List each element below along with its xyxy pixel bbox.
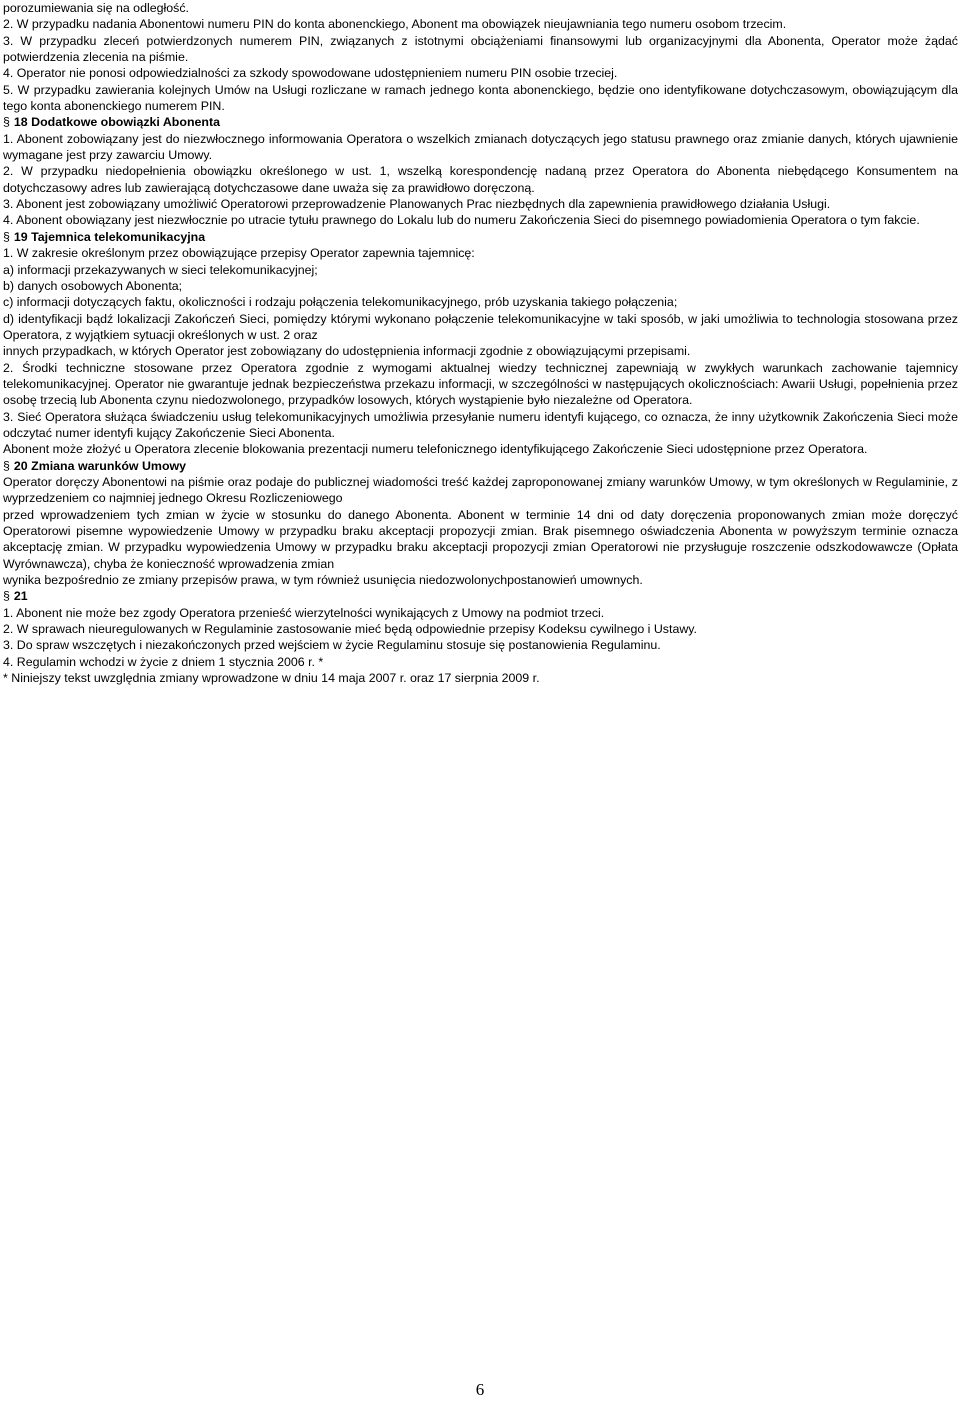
paragraph: 3. Sieć Operatora służąca świadczeniu usług telekomunikacyjnych umożliwia przesyłanie numeru identyfi kującego, co oznacza, że inny użytkownik Zakończenia Sieci może odczytać numer identyfi kujący Zakończenie Sieci Abonenta. xyxy=(3,409,958,440)
paragraph: a) informacji przekazywanych w sieci telekomunikacyjnej; xyxy=(3,262,318,277)
section-symbol: § xyxy=(3,229,10,244)
document-body xyxy=(3,0,958,686)
paragraph: b) danych osobowych Abonenta; xyxy=(3,278,183,293)
paragraph: 4. Operator nie ponosi odpowiedzialności za szkody spowodowane udostępnieniem numeru PIN osobie trzeciej. xyxy=(3,66,618,81)
section-heading xyxy=(3,229,958,245)
paragraph: porozumiewania się na odległość. xyxy=(3,1,189,15)
paragraph: * Niniejszy tekst uwzględnia zmiany wprowadzone w dniu 14 maja 2007 r. oraz 17 sierpnia 2009 r. xyxy=(3,671,540,686)
paragraph: 4. Abonent obowiązany jest niezwłocznie po utracie tytułu prawnego do Lokalu lub do numeru Zakończenia Sieci do pisemnego powiadomienia Operatora o tym fakcie. xyxy=(3,213,920,228)
section-title: 19 Tajemnica telekomunikacyjna xyxy=(13,229,206,244)
section-symbol: § xyxy=(3,589,10,604)
paragraph: Abonent może złożyć u Operatora zlecenie blokowania prezentacji numeru telefonicznego identyfikującego Zakończenie Sieci udostępnione przez Operatora. xyxy=(3,442,868,457)
paragraph: 3. Do spraw wszczętych i niezakończonych przed wejściem w życie Regulaminu stosuje się postanowienia Regulaminu. xyxy=(3,638,661,653)
paragraph: 1. Abonent zobowiązany jest do niezwłocznego informowania Operatora o wszelkich zmianach dotyczących jego statusu prawnego oraz zmianie danych, których ujawnienie wymagane jest przy zawarciu Umowy. xyxy=(3,131,958,163)
paragraph: d) identyfikacji bądź lokalizacji Zakończeń Sieci, pomiędzy którymi wykonano połączenie telekomunikacyjne w taki sposób, w jaki umożliwia to technologia stosowana przez Operatora, z wyjątkiem sytuacji określonych w ust. 2 oraz xyxy=(3,311,958,342)
paragraph: 1. Abonent nie może bez zgody Operatora przenieść wierzytelności wynikających z Umowy na podmiot trzeci. xyxy=(3,605,605,620)
section-title: 18 Dodatkowe obowiązki Abonenta xyxy=(13,115,220,130)
paragraph: 2. W sprawach nieuregulowanych w Regulaminie zastosowanie mieć będą odpowiednie przepisy Kodeksu cywilnego i Ustawy. xyxy=(3,622,698,637)
section-symbol: § xyxy=(3,115,10,130)
paragraph: innych przypadkach, w których Operator jest zobowiązany do udostępnienia informacji zgodnie z obowiązującymi przepisami. xyxy=(3,344,691,359)
paragraph: 2. W przypadku niedopełnienia obowiązku określonego w ust. 1, wszelką korespondencję nadaną przez Operatora do Abonenta niebędącego Konsumentem na dotychczasowy adres lub zawierającą dotychczasowe dane uważa się za prawidłowo doręczoną. xyxy=(3,164,958,195)
paragraph: 2. Środki techniczne stosowane przez Operatora zgodnie z wymogami aktualnej wiedzy technicznej zapewniają w zwykłych warunkach zachowanie tajemnicy telekomunikacyjnej. Operator nie gwarantuje jednak bezpieczeństwa przekazu informacji, w szczególności w następujących okolicznościach: Awarii Usługi, popełnienia przez osobę trzecią lub Abonenta czynu niedozwolonego, przypadków losowych, których wystąpienie było niezależne od Operatora. xyxy=(3,360,958,408)
section-heading xyxy=(3,458,958,474)
paragraph: wynika bezpośrednio ze zmiany przepisów prawa, w tym również usunięcia niedozwolonychpostanowień umownych. xyxy=(3,573,643,588)
document-page xyxy=(3,0,958,686)
page-number: 6 xyxy=(475,1380,485,1399)
section-heading xyxy=(3,588,958,604)
section-heading xyxy=(3,114,958,130)
section-title: 21 xyxy=(13,589,28,604)
paragraph: c) informacji dotyczących faktu, okoliczności i rodzaju połączenia telekomunikacyjnego, prób uzyskania takiego połączenia; xyxy=(3,295,678,310)
paragraph: 4. Regulamin wchodzi w życie z dniem 1 stycznia 2006 r. * xyxy=(3,654,324,669)
paragraph: 3. Abonent jest zobowiązany umożliwić Operatorowi przeprowadzenie Planowanych Prac niezbędnych dla zapewnienia prawidłowego działania Usługi. xyxy=(3,197,831,212)
section-title: 20 Zmiana warunków Umowy xyxy=(13,458,187,473)
paragraph: 5. W przypadku zawierania kolejnych Umów na Usługi rozliczane w ramach jednego konta abonenckiego, będzie ono identyfikowane dotychczasowym, obowiązującym dla tego konta abonenckiego numerem PIN. xyxy=(3,82,958,114)
paragraph: 3. W przypadku zleceń potwierdzonych numerem PIN, związanych z istotnymi obciążeniami finansowymi lub organizacyjnymi dla Abonenta, Operator może żądać potwierdzenia zlecenia na piśmie. xyxy=(3,33,958,65)
paragraph: 1. W zakresie określonym przez obowiązujące przepisy Operator zapewnia tajemnicę: xyxy=(3,246,475,261)
section-symbol: § xyxy=(3,458,10,473)
paragraph: Operator doręczy Abonentowi na piśmie oraz podaje do publicznej wiadomości treść każdej zaproponowanej zmiany warunków Umowy, w tym określonych w Regulaminie, z wyprzedzeniem co najmniej jednego Okresu Rozliczeniowego xyxy=(3,474,958,506)
paragraph: 2. W przypadku nadania Abonentowi numeru PIN do konta abonenckiego, Abonent ma obowiązek nieujawniania tego numeru osobom trzecim. xyxy=(3,17,787,32)
paragraph: przed wprowadzeniem tych zmian w życie w stosunku do danego Abonenta. Abonent w terminie 14 dni od daty doręczenia proponowanych zmian może doręczyć Operatorowi pisemne wypowiedzenie Umowy w przypadku braku akceptacji propozycji zmian. Brak pisemnego oświadczenia Abonenta w powyższym terminie oznacza akceptację zmian. W przypadku wypowiedzenia Umowy w przypadku braku akceptacji propozycji zmian Operatorowi nie przysługuje roszczenie odszkodowawcze (Opłata Wyrównawcza), chyba że konieczność wprowadzenia zmian xyxy=(3,507,958,571)
